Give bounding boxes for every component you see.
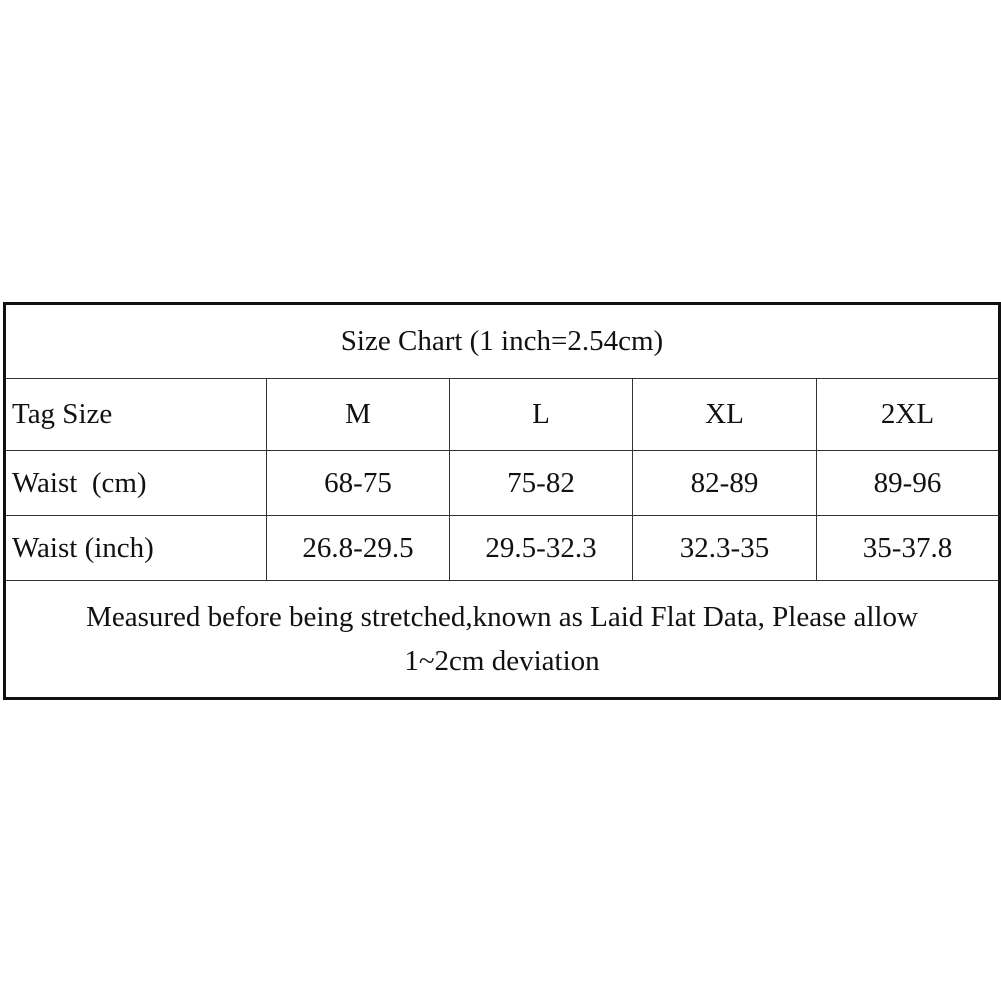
- waist-cm-m: 68-75: [267, 451, 450, 516]
- size-xl-header: XL: [633, 379, 817, 451]
- measurement-note: [5, 581, 1000, 699]
- waist-inch-row: [5, 516, 1000, 581]
- tag-size-label: Tag Size: [5, 379, 267, 451]
- size-l-header: L: [450, 379, 633, 451]
- size-2xl-header: 2XL: [817, 379, 1000, 451]
- waist-cm-2xl: 89-96: [817, 451, 1000, 516]
- table-title: Size Chart (1 inch=2.54cm): [5, 304, 1000, 379]
- waist-inch-label: Waist (inch): [5, 516, 267, 581]
- size-m-header: M: [267, 379, 450, 451]
- waist-cm-label: Waist (cm): [5, 451, 267, 516]
- waist-cm-l: 75-82: [450, 451, 633, 516]
- waist-inch-2xl: 35-37.8: [817, 516, 1000, 581]
- note-row: [5, 581, 1000, 699]
- waist-inch-xl: 32.3-35: [633, 516, 817, 581]
- waist-cm-xl: 82-89: [633, 451, 817, 516]
- waist-cm-row: [5, 451, 1000, 516]
- waist-inch-m: 26.8-29.5: [267, 516, 450, 581]
- title-row: [5, 304, 1000, 379]
- waist-inch-l: 29.5-32.3: [450, 516, 633, 581]
- note-line-1: Measured before being stretched,known as Laid Flat Data, Please allow: [86, 601, 918, 633]
- tag-size-row: [5, 379, 1000, 451]
- note-line-2: 1~2cm deviation: [404, 645, 600, 677]
- size-chart-table: [3, 302, 1001, 700]
